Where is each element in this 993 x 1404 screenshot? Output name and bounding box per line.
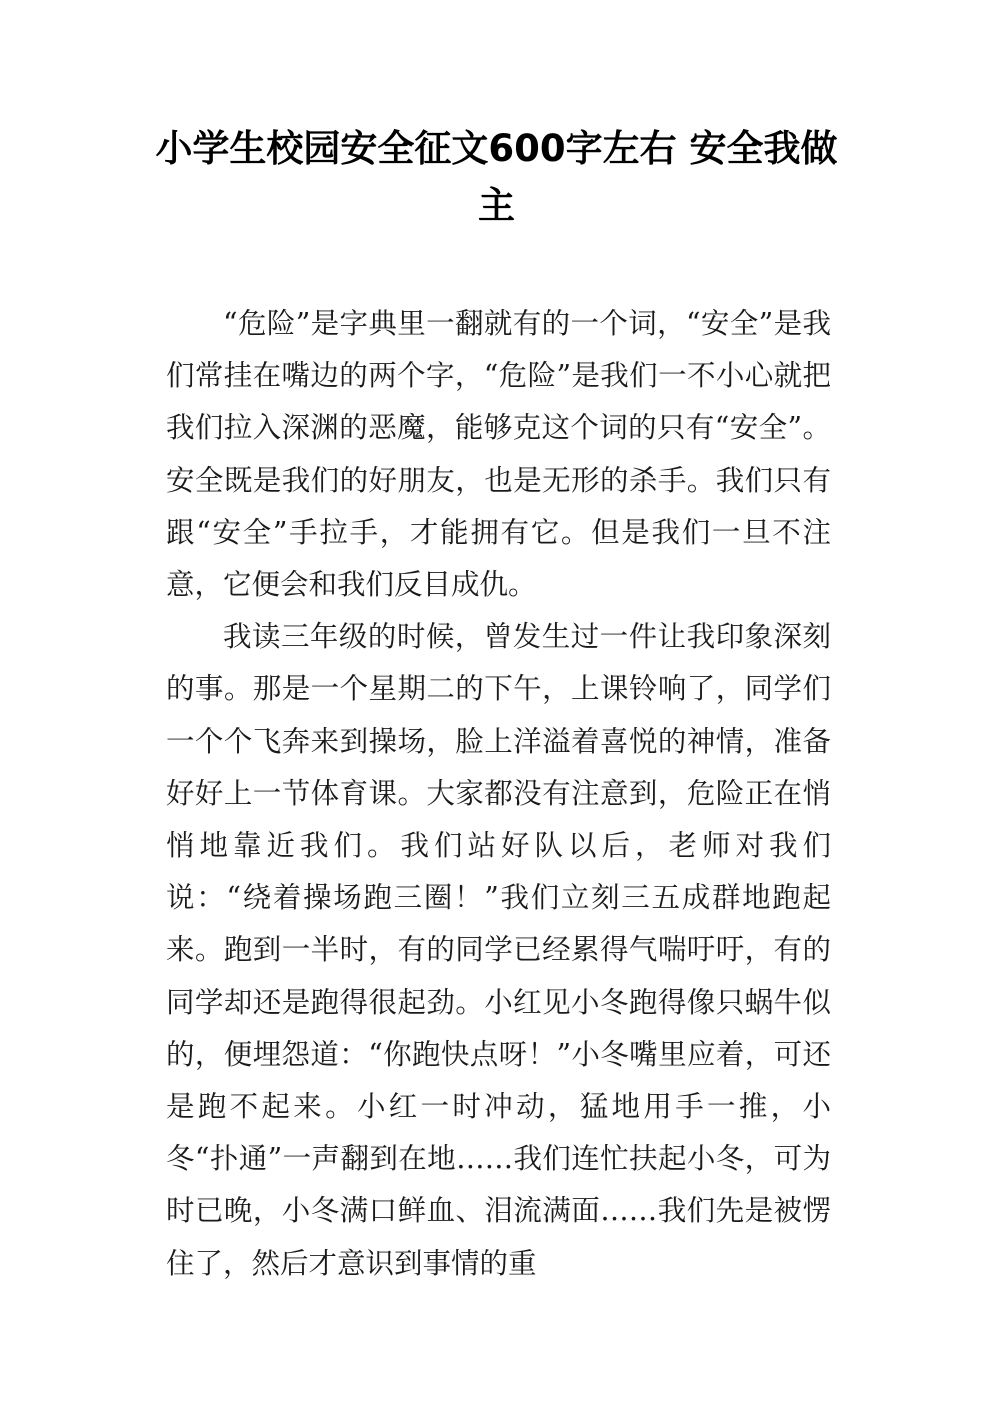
document-title: 小学生校园安全征文600字左右 安全我做主 [155, 127, 838, 227]
document-body [166, 298, 831, 1290]
paragraph-1: “危险”是字典里一翻就有的一个词，“安全”是我们常挂在嘴边的两个字，“危险”是我们一不小心就把我们拉入深渊的恶魔，能够克这个词的只有“安全”。安全既是我们的好朋友，也是无形的杀手。我们只有跟“安全”手拉手，才能拥有它。但是我们一旦不注意，它便会和我们反目成仇。 [166, 307, 831, 602]
paragraph-2: 我读三年级的时候，曾发生过一件让我印象深刻的事。那是一个星期二的下午，上课铃响了，同学们一个个飞奔来到操场，脸上洋溢着喜悦的神情，准备好好上一节体育课。大家都没有注意到，危险正在悄悄地靠近我们。我们站好队以后，老师对我们说：“绕着操场跑三圈！”我们立刻三五成群地跑起来。跑到一半时，有的同学已经累得气喘吁吁，有的同学却还是跑得很起劲。小红见小冬跑得像只蜗牛似的，便埋怨道：“你跑快点呀！”小冬嘴里应着，可还是跑不起来。小红一时冲动，猛地用手一推，小冬“扑通”一声翻到在地……我们连忙扶起小冬，可为时已晚，小冬满口鲜血、泪流满面……我们先是被愣住了，然后才意识到事情的重 [166, 620, 831, 1280]
